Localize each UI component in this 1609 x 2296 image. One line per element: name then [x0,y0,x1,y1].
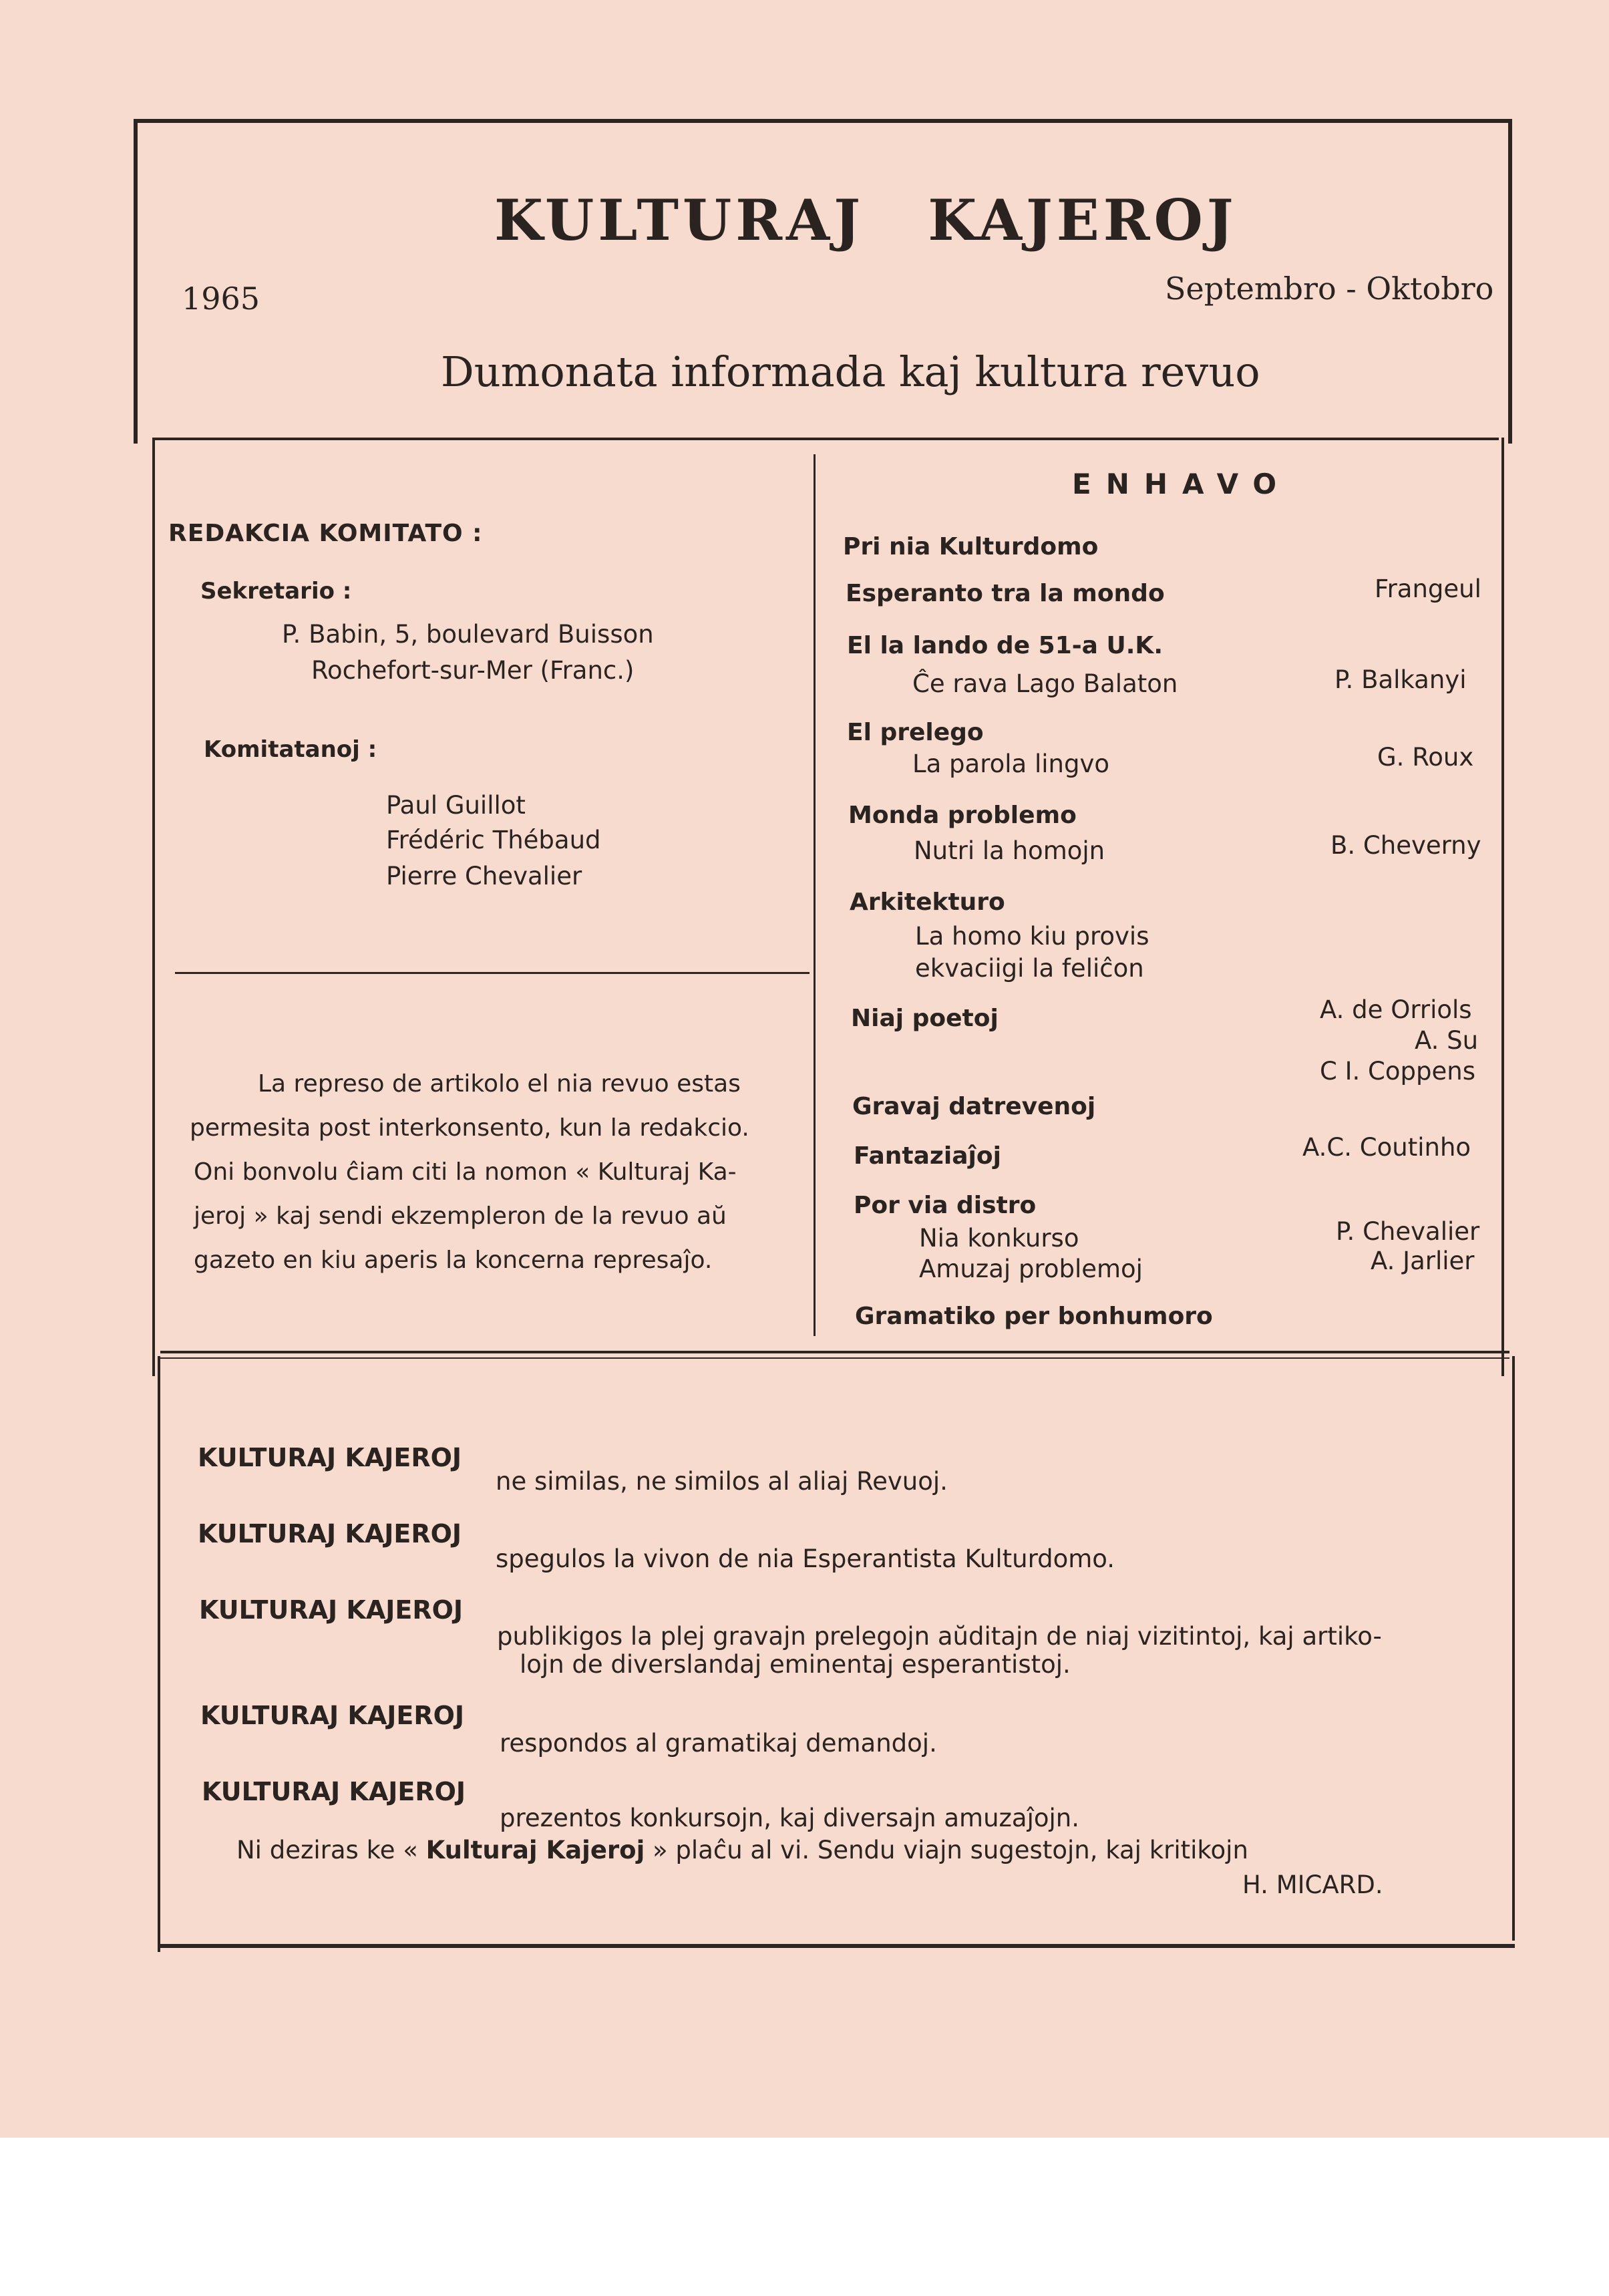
reprint-notice-line: La represo de artikolo el nia revuo estas [258,1070,741,1098]
footer-signature: H. MICARD. [1242,1870,1383,1899]
footer-bottom-rule [158,1944,1515,1948]
toc-section: Pri nia Kulturdomo [843,533,1099,560]
toc-author: C I. Coppens [1320,1057,1475,1086]
column-divider [814,454,816,1336]
toc-section: El prelego [847,719,984,746]
toc-title: La homo kiu provis [915,922,1149,951]
footer-statement: respondos al gramatikaj demandoj. [500,1729,937,1758]
reprint-notice-line: gazeto en kiu aperis la koncerna represaĵo. [194,1247,713,1274]
footer-closing-post: » plaĉu al vi. Sendu viajn sugestojn, kaj kritikojn [653,1836,1248,1864]
reprint-notice-line: permesita post interkonsento, kun la redakcio. [190,1114,749,1142]
footer-right-rule [1512,1356,1515,1941]
footer-name: KULTURAJ KAJEROJ [198,1519,462,1548]
committee-heading: REDAKCIA KOMITATO : [168,520,483,547]
toc-author: A. de Orriols [1320,995,1472,1024]
issue-year: 1965 [182,281,260,317]
toc-section: Gravaj datrevenoj [852,1093,1096,1120]
reprint-notice [190,1062,801,1283]
secretary-label: Sekretario : [200,578,352,605]
reprint-notice-line: Oni bonvolu ĉiam citi la nomon « Kulturaj Ka- [194,1158,737,1186]
masthead-title: KULTURAJ KAJEROJ [494,187,1238,253]
footer-statement: prezentos konkursojn, kaj diversajn amuzaĵojn. [500,1804,1080,1832]
footer-statement: ne similas, ne similos al aliaj Revuoj. [496,1467,948,1496]
middle-left-rule [152,438,155,1376]
toc-author: P. Chevalier [1336,1217,1480,1246]
toc-author: B. Cheverny [1330,831,1481,860]
member-name: Paul Guillot [386,791,526,820]
toc-section: Niaj poetoj [851,1005,999,1032]
toc-section: Esperanto tra la mondo [846,580,1165,607]
contents-heading: ENHAVO [1072,468,1292,500]
toc-section: Monda problemo [848,802,1077,829]
toc-author: P. Balkanyi [1334,665,1467,694]
masthead-subtitle: Dumonata informada kaj kultura revuo [441,347,1260,396]
footer-closing-title: Kulturaj Kajeroj [425,1836,645,1864]
secretary-address-line1: P. Babin, 5, boulevard Buisson [282,620,654,649]
toc-title: La parola lingvo [912,750,1109,778]
toc-section: Gramatiko per bonhumoro [855,1303,1213,1330]
secretary-address-line2: Rochefort-sur-Mer (Franc.) [311,656,635,685]
toc-author: A. Su [1415,1026,1479,1055]
footer-statement: spegulos la vivon de nia Esperantista Kulturdomo. [496,1544,1115,1573]
footer-left-rule [158,1356,160,1952]
footer-closing [236,1836,1248,1864]
toc-author: A.C. Coutinho [1302,1133,1471,1162]
footer-closing-pre: Ni deziras ke « [236,1836,418,1864]
toc-title: Amuzaj problemoj [919,1255,1143,1283]
toc-section: Arkitekturo [850,888,1005,916]
middle-right-rule [1501,438,1504,1376]
middle-bottom-rule-thin [160,1357,1509,1359]
toc-section: El la lando de 51-a U.K. [847,632,1163,659]
member-name: Pierre Chevalier [386,862,582,890]
toc-author: Frangeul [1375,575,1481,603]
header-bottom-rule [152,438,1499,440]
footer-name: KULTURAJ KAJEROJ [198,1443,462,1472]
members-label: Komitatanoj : [204,736,377,763]
toc-title: Ĉe rava Lago Balaton [912,669,1178,698]
footer-name: KULTURAJ KAJEROJ [199,1595,464,1625]
issue-months: Septembro - Oktobro [1165,271,1494,307]
footer-statement: lojn de diverslandaj eminentaj esperantistoj. [520,1650,1071,1679]
footer-statement: publikigos la plej gravajn prelegojn aŭditajn de niaj vizitintoj, kaj artiko- [497,1622,1382,1651]
footer-name: KULTURAJ KAJEROJ [200,1701,465,1730]
toc-author: A. Jarlier [1371,1247,1475,1275]
toc-section: Fantaziaĵoj [854,1142,1001,1170]
toc-section: Por via distro [854,1192,1037,1219]
toc-author: G. Roux [1377,743,1474,772]
reprint-notice-line: jeroj » kaj sendi ekzempleron de la revuo aŭ [194,1202,727,1230]
footer-name: KULTURAJ KAJEROJ [202,1777,466,1806]
toc-title: Nia konkurso [919,1224,1079,1253]
toc-title: Nutri la homojn [914,836,1105,865]
toc-title: ekvaciigi la feliĉon [915,954,1144,983]
member-name: Frédéric Thébaud [386,826,601,854]
middle-bottom-rule [160,1351,1509,1353]
committee-divider [175,972,810,974]
